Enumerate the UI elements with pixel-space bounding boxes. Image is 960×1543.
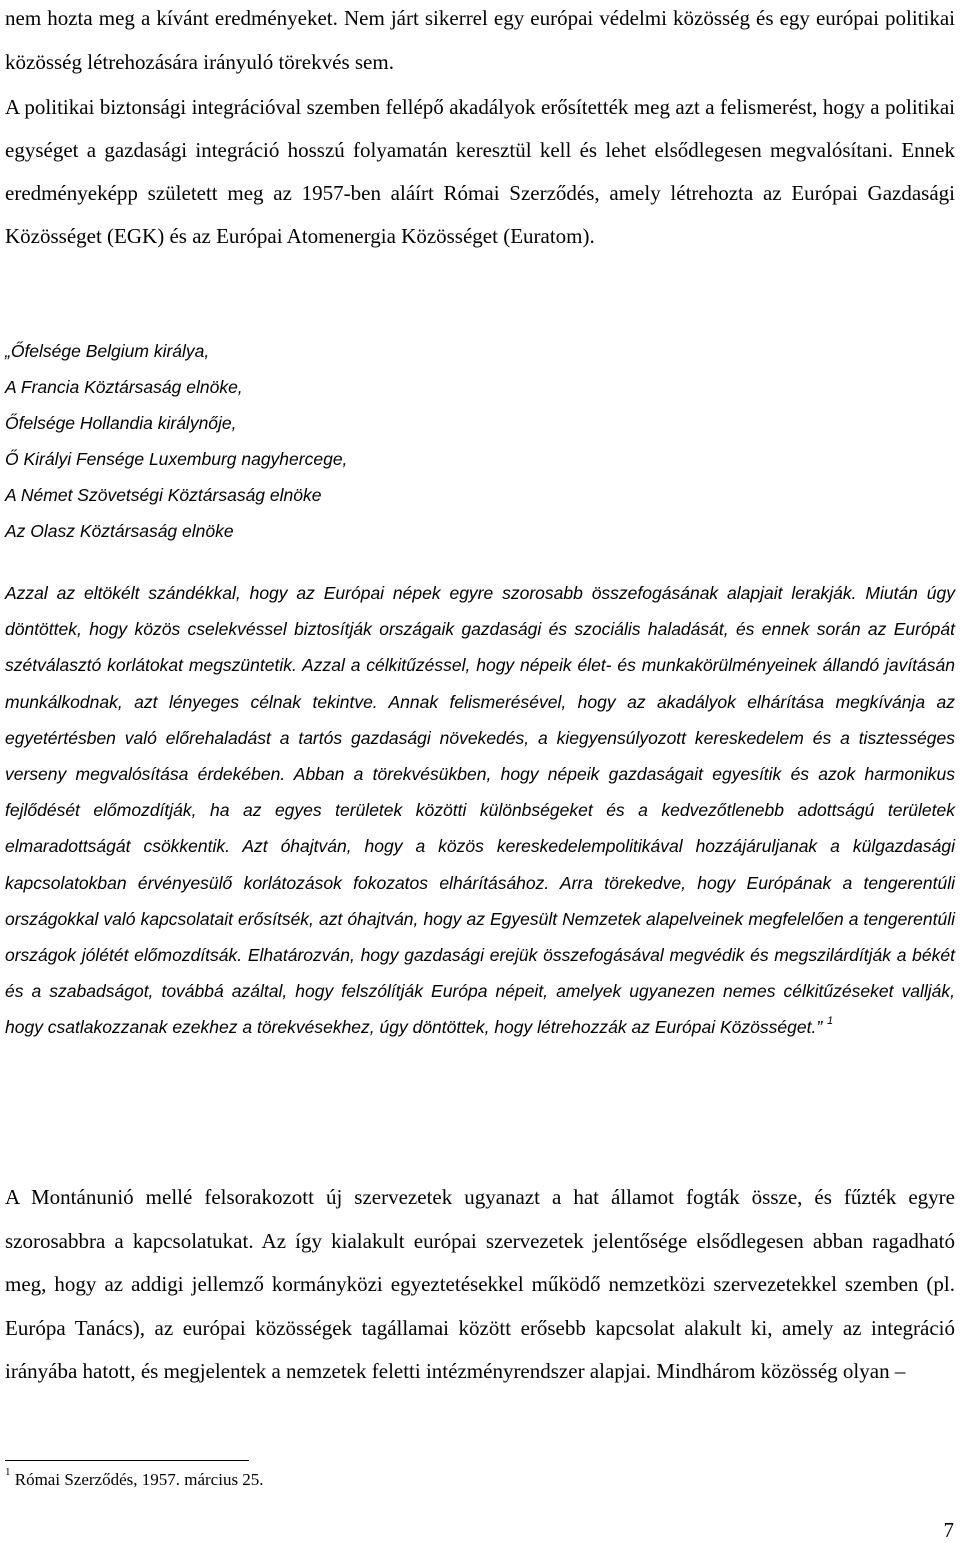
paragraph-rome-treaty: A politikai biztonsági integrációval szemben fellépő akadályok erősítették meg azt a felismerést, hogy a politikai egységet a gazdasági integráció hosszú folyamatán keresztül kell és lehet elsődlegesen megvalósítani. Ennek eredményeképp született meg az 1957-ben aláírt Római Szerződés, amely létrehozta az Európai Gazdasági Közösséget (EGK) és az Európai Atomenergia Közösséget (Euratom).	[5, 95, 955, 248]
preamble-text: Azzal az eltökélt szándékkal, hogy az Európai népek egyre szorosabb összefogásának alapjait lerakják. Miután úgy döntöttek, hogy közös cselekvéssel biztosítják országaik gazdasági és szociális haladását, és ennek során az Európát szétválasztó korlátokat megszüntetik. Azzal a célkitűzéssel, hogy népeik élet- és munkakörülményeinek állandó javításán munkálkodnak, azt lényeges célnak tekintve. Annak felismerésével, hogy az akadályok elhárítása megkívánja az egyetértésben való előrehaladást a tartós gazdasági növekedés, a kiegyensúlyozott kereskedelem és a tisztességes verseny megvalósítása érdekében. Abban a törekvésükben, hogy népeik gazdaságait egyesítik és azok harmonikus fejlődését előmozdítják, ha az egyes területek közötti különbségeket és a kedvezőtlenebb adottságú területek elmaradottságát csökkentik. Azt óhajtván, hogy a közös kereskedelempolitikával hozzájáruljanak a külgazdasági kapcsolatokban érvényesülő korlátozások fokozatos elhárításához. Arra törekedve, hogy Európának a tengerentúli országokkal való kapcsolatait erősítsék, azt óhajtván, hogy az Egyesült Nemzetek alapelveinek megfelelően a tengerentúli országok jólétét előmozdítsák. Elhatározván, hogy gazdasági erejük összefogásával megvédik és megszilárdítják a békét és a szabadságot, továbbá azáltal, hogy felszólítják Európa népeit, amelyek ugyanezen nemes célkitűzéseket vallják, hogy csatlakozzanak ezekhez a törekvésekhez, úgy döntöttek, hogy létrehozzák az Európai Közösséget.”	[5, 583, 955, 1038]
signatory-luxembourg: Ő Királyi Fensége Luxemburg nagyhercege,	[5, 449, 348, 469]
paragraph-top: nem hozta meg a kívánt eredményeket. Nem járt sikerrel egy európai védelmi közösség és egy európai politikai közösség létrehozására irányuló törekvés sem.	[5, 6, 955, 74]
signatory-belgium: „Őfelsége Belgium királya,	[5, 341, 210, 361]
footnote-text: Római Szerződés, 1957. március 25.	[14, 1470, 264, 1489]
footnote-ref[interactable]: 1	[827, 1014, 834, 1027]
footnote-number: 1	[5, 1466, 11, 1479]
footnote	[5, 1466, 264, 1490]
footnote-divider	[5, 1460, 249, 1461]
paragraph-montanunio: A Montánunió mellé felsorakozott új szervezetek ugyanazt a hat államot fogták össze, és fűzték egyre szorosabbra a kapcsolatukat. Az így kialakult európai szervezetek jelentősége elsődlegesen abban ragadható meg, hogy az addigi jellemző kormányközi egyeztetésekkel működő nemzetközi szervezetekkel szemben (pl. Európa Tanács), az európai közösségek tagállamai között erősebb kapcsolat alakult ki, amely az integráció irányába hatott, és megjelentek a nemzetek feletti intézményrendszer alapjai. Mindhárom közösség olyan –	[5, 1185, 955, 1383]
signatory-italy: Az Olasz Köztársaság elnöke	[5, 521, 234, 541]
signatory-france: A Francia Köztársaság elnöke,	[5, 377, 243, 397]
preamble-quote	[5, 575, 955, 1046]
signatories-list	[5, 333, 955, 549]
signatory-germany: A Német Szövetségi Köztársaság elnöke	[5, 485, 322, 505]
signatory-netherlands: Őfelsége Hollandia királynője,	[5, 413, 237, 433]
page-number: 7	[943, 1518, 954, 1542]
